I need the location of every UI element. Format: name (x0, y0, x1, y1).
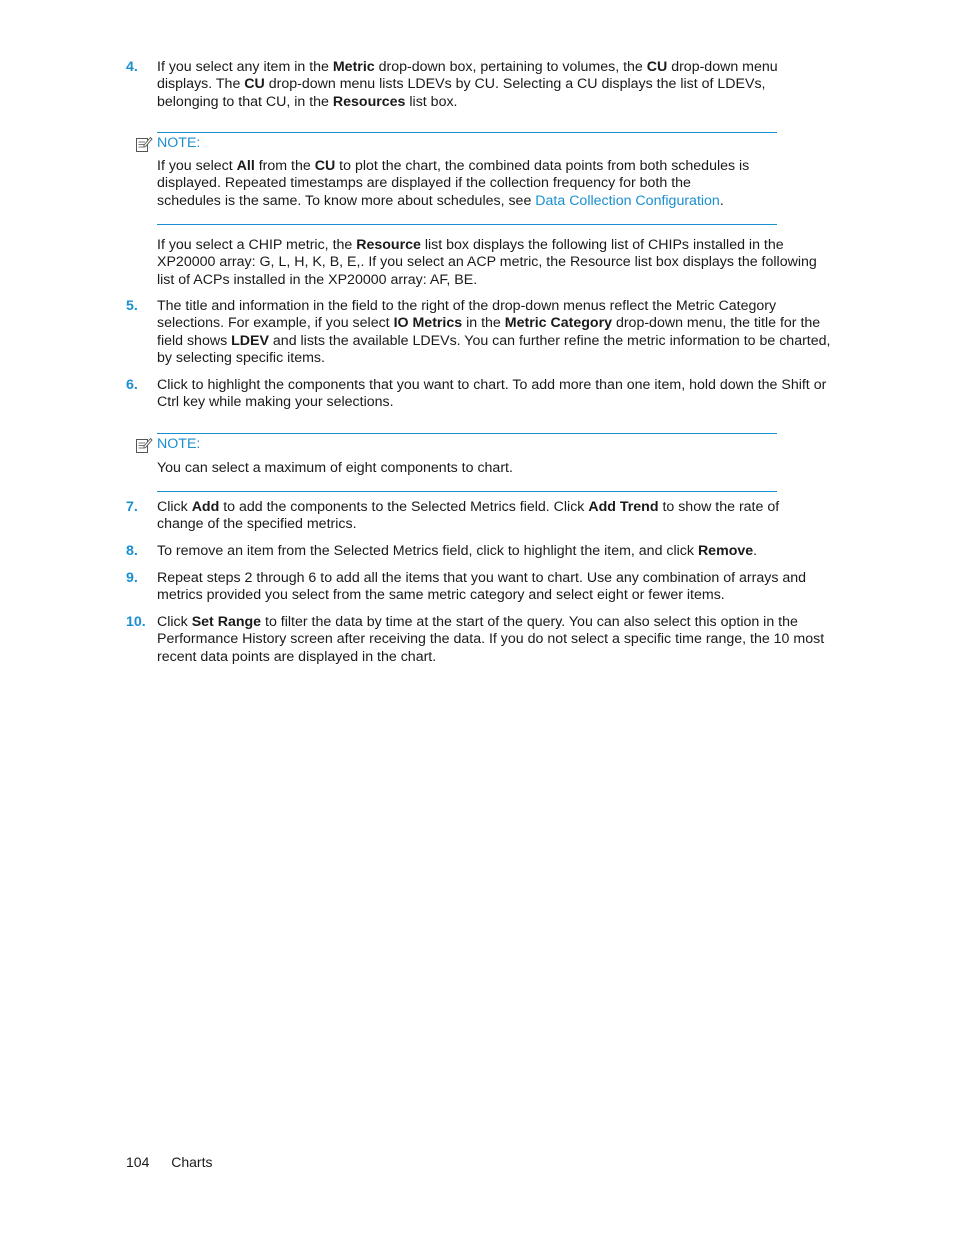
note-bottom-rule (157, 224, 777, 225)
bold-term: All (236, 158, 255, 174)
bold-term: Add (191, 499, 220, 515)
text-run: The title and information in the field to the right of the drop-down menus reflect the Metric Category selections. For example, if you select (157, 298, 777, 332)
note-bottom-rule (157, 491, 777, 492)
text-run: drop-down menu lists LDEVs by CU. Selecting a CU displays the list of LDEVs, belonging to that CU, in the (157, 76, 766, 110)
text-run: to show the rate of change of the specified metrics. (157, 499, 780, 533)
step-7 (126, 499, 836, 534)
step-text (157, 570, 835, 605)
step-text (157, 543, 835, 560)
section-name: Charts (171, 1154, 213, 1170)
text-run: If you select (157, 158, 237, 174)
text-run: in the (462, 315, 505, 332)
text-run: Click to highlight the components that you want to chart. To add more than one item, hold down the Shift or Ctrl key while making your selections. (157, 377, 827, 411)
text-run: to filter the data by time at the start of the query. You can also select this option in the Performance History screen after receiving the data. If you do not select a specific time range, the 10 most recent data points are displayed in the chart. (157, 614, 825, 665)
text-run: If you select any item in the (157, 59, 333, 75)
text-run: list box displays the following list of CHIPs installed in the XP20000 array: G, L, H, K, B, E,. If you select an ACP metric, the Resource list box displays the following list of ACPs installed in the XP20000 array: AF, BE. (157, 237, 817, 288)
note-body (157, 460, 757, 477)
cross-reference-link[interactable]: Data Collection Configuration (535, 192, 720, 209)
page-number: 104 (126, 1154, 150, 1170)
text-run: drop-down box, pertaining to volumes, the (374, 59, 647, 75)
step-number: 4. (126, 59, 138, 75)
step-8 (126, 543, 836, 560)
bold-term: Remove (697, 543, 754, 559)
bold-term: Metric (332, 59, 375, 75)
step-number: 6. (126, 377, 138, 393)
text-run: drop-down menu displays. The (157, 59, 778, 93)
note-body (157, 158, 757, 210)
step-10 (126, 614, 836, 666)
text-run: If you select a CHIP metric, the (157, 237, 357, 253)
bold-term: Add Trend (588, 499, 659, 515)
step-6 (126, 377, 836, 412)
text-run: Click (157, 614, 192, 630)
bold-term: IO Metrics (393, 315, 463, 332)
text-run: Repeat steps 2 through 6 to add all the items that you want to chart. Use any combination of arrays and metrics provided you select from the same metric category and select eight or fewer items. (157, 570, 807, 604)
text-run: Click (157, 499, 192, 515)
text-run: list box. (405, 93, 458, 110)
step-4 (126, 59, 836, 111)
step-text (157, 377, 835, 412)
step-text (157, 614, 827, 666)
step-9 (126, 570, 836, 605)
chip-paragraph (157, 237, 829, 289)
note-label: NOTE: (157, 135, 201, 152)
bold-term: Set Range (191, 614, 262, 630)
text-run: to plot the chart, the combined data points from both schedules is displayed. Repeated timestamps are displayed if the collection frequency for both the schedules is the same. To know more about schedules, see (157, 158, 750, 209)
note-pencil-icon (135, 135, 153, 153)
step-number: 10. (126, 614, 146, 630)
step-number: 8. (126, 543, 138, 559)
step-text (157, 59, 827, 111)
note-heading (135, 436, 200, 454)
step-5 (126, 298, 836, 368)
bold-term: LDEV (231, 332, 269, 349)
note-heading (135, 135, 200, 153)
text-run: . (753, 543, 758, 559)
bold-term: Resource (356, 237, 421, 253)
step-text (157, 499, 817, 534)
bold-term: CU (646, 59, 668, 75)
note-top-rule (157, 433, 777, 434)
step-number: 9. (126, 570, 138, 586)
text-run: . (719, 192, 724, 209)
step-number: 7. (126, 499, 138, 515)
page-footer (126, 1154, 212, 1171)
text-run: to add the components to the Selected Metrics field. Click (219, 499, 589, 515)
bold-term: CU (314, 158, 336, 174)
text-run: To remove an item from the Selected Metrics field, click to highlight the item, and click (157, 543, 698, 559)
text-run: and lists the available LDEVs. You can further refine the metric information to be charted, by selecting specific items. (157, 332, 831, 367)
bold-term: Resources (332, 93, 406, 110)
step-text (157, 298, 833, 368)
text-run: drop-down menu, the title for the field shows (157, 315, 821, 349)
text-run: from the (254, 158, 315, 174)
text-run: You can select a maximum of eight components to chart. (157, 460, 513, 476)
bold-term: Metric Category (504, 315, 612, 332)
note-top-rule (157, 132, 777, 133)
note-label: NOTE: (157, 436, 201, 453)
step-number: 5. (126, 298, 138, 314)
bold-term: CU (244, 76, 265, 93)
note-pencil-icon (135, 436, 153, 454)
